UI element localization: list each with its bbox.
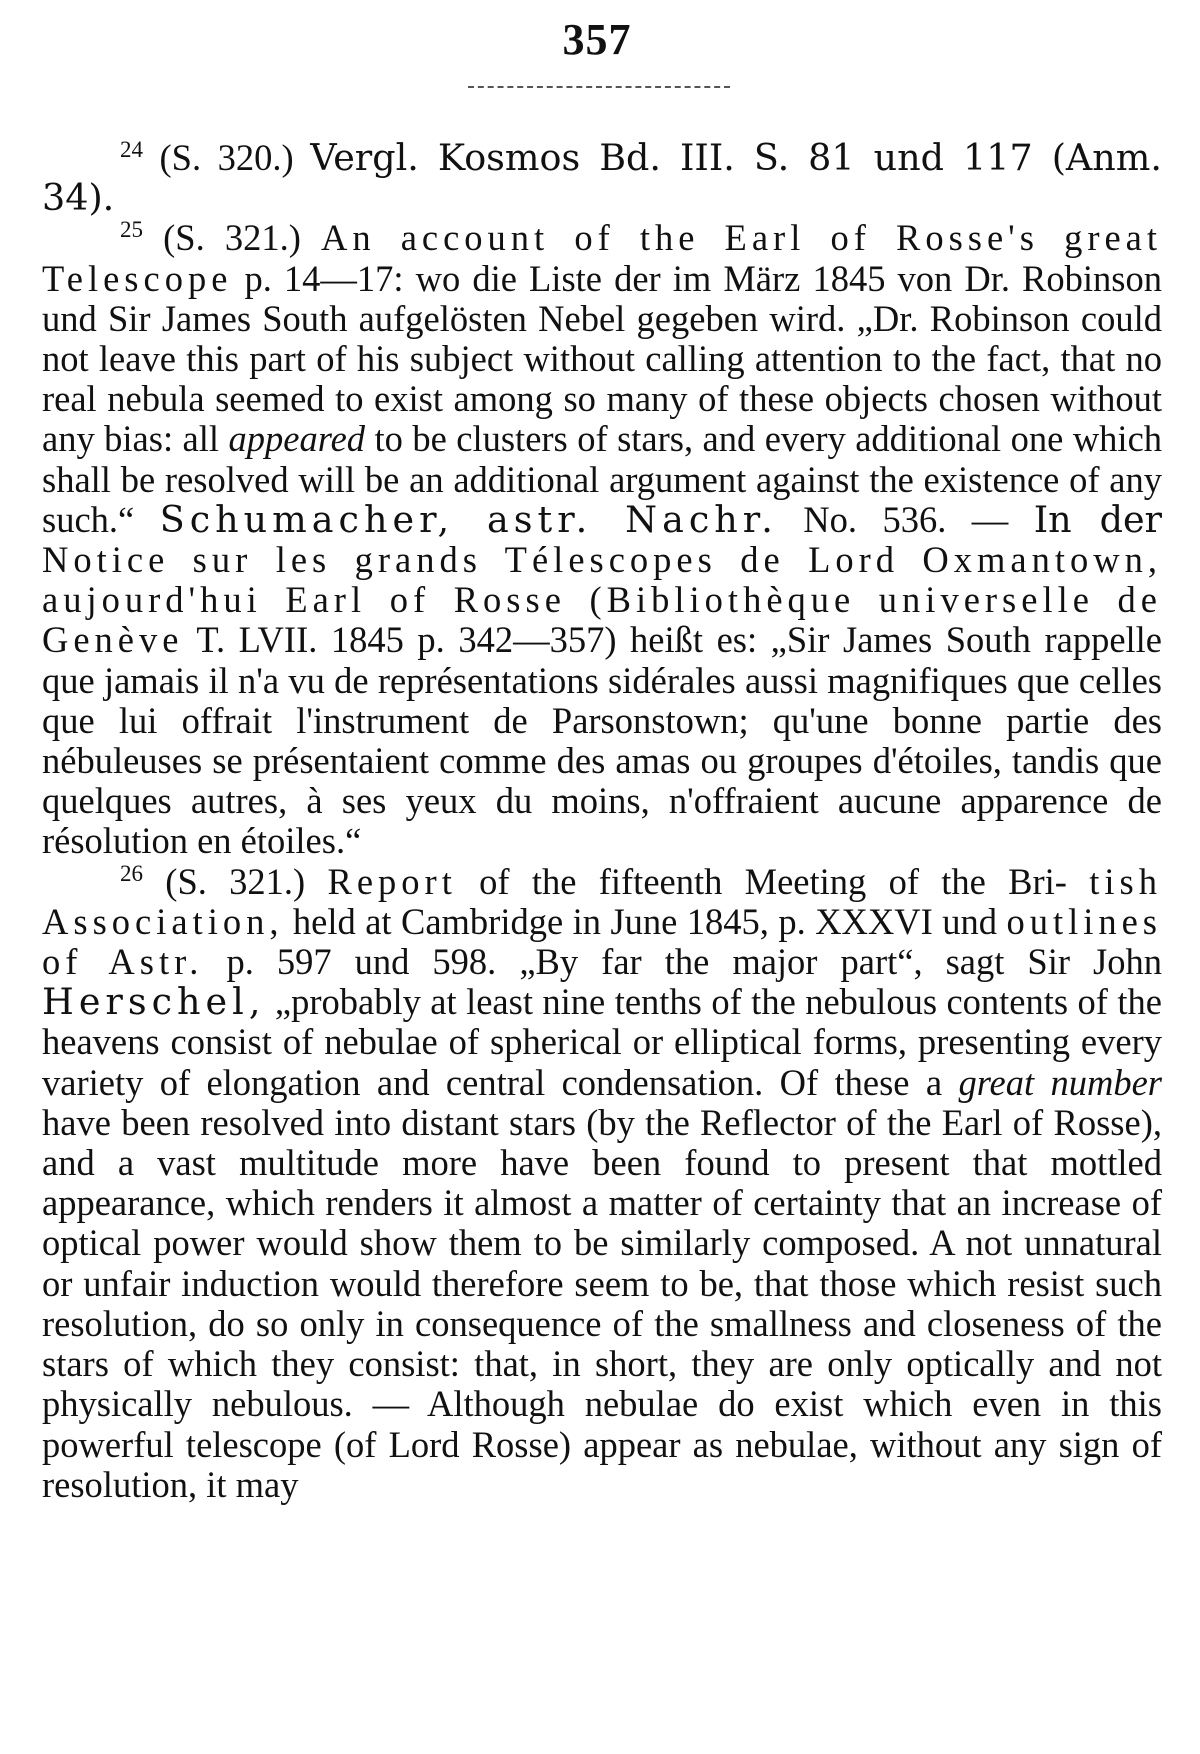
page-number: 357 bbox=[562, 15, 632, 64]
footnote-ref: (S. 321.) bbox=[163, 217, 301, 259]
cited-title: Notice sur les grands Télescopes de Lord Oxmantown, aujourd'hui Earl of Rosse (Bibliothèque universelle de Genève bbox=[42, 539, 1162, 661]
footnote-marker: 25 bbox=[120, 217, 143, 243]
emphasis-text: great number bbox=[958, 1061, 1162, 1103]
footnote-text: to be clusters of stars, and every additional one which shall be resolved will be an additional argument against the existence of any such.“ bbox=[42, 418, 1163, 540]
cited-source: Schumacher, astr. Nachr. bbox=[159, 497, 778, 541]
cited-title: An account of the Earl of Rosse's great Telescope bbox=[42, 217, 1163, 299]
cited-title: tish Association, bbox=[42, 860, 1163, 942]
footnote-text: held at Cambridge in June 1845, p. XXXVI und bbox=[292, 900, 997, 942]
footnote-text: Vergl. Kosmos Bd. III. S. 81 und 117 (Anm. 34). bbox=[42, 136, 1163, 220]
footnote-text: No. 536. — bbox=[803, 498, 1009, 540]
header-rule bbox=[468, 86, 730, 88]
cited-title: outlines of Astr. bbox=[42, 900, 1163, 983]
footnote-text: p. 14—17: wo die Liste der im März 1845 von Dr. Robinson und Sir James South aufgelösten Nebel gegeben wird. „Dr. Robinson could not leave this part of his subject without calling attention to the fact, that no real nebula seemed to exist among so many of these objects chosen without any bias: all bbox=[42, 257, 1162, 460]
cited-title: Report bbox=[327, 860, 457, 902]
footnote-ref: (S. 321.) bbox=[165, 860, 306, 902]
cited-author: Herschel, bbox=[42, 980, 266, 1024]
footnotes-block bbox=[42, 138, 1162, 1505]
footnote-ref: (S. 320.) bbox=[159, 137, 294, 178]
footnote-text: In der bbox=[1033, 497, 1163, 541]
footnote-marker: 24 bbox=[120, 136, 143, 162]
footnote-24 bbox=[42, 138, 1162, 218]
footnote-25 bbox=[42, 218, 1162, 861]
footnote-text: p. 597 und 598. „By far the major part“, sagt Sir John bbox=[226, 941, 1163, 983]
footnote-text: have been resolved into distant stars (by the Reflector of the Earl of Rosse), and a vast multitude more have been found to present that mottled appearance, which renders it almost a matter of certainty that an increase of optical power would show them to be similarly composed. A not unnatural or unfair induction would therefore seem to be, that those which resist such resolution, do so only in consequence of the smallness and closeness of the stars of which they consist: that, in short, they are only optically and not physically nebulous. — Although nebulae do exist which even in this powerful telescope (of Lord Rosse) appear as nebulae, without any sign of resolution, it may bbox=[42, 1101, 1162, 1505]
footnote-marker: 26 bbox=[120, 860, 143, 886]
emphasis-text: appeared bbox=[228, 418, 366, 460]
footnote-text: T. LVII. 1845 p. 342—357) heißt es: „Sir James South rappelle que jamais il n'a vu de représentations sidérales aussi magnifiques que celles que lui offrait l'instrument de Parsonstown; qu'une bonne partie des nébuleuses se présentaient comme des amas ou groupes d'étoiles, tandis que quelques autres, à ses yeux du moins, n'offraient aucune apparence de résolution en étoiles.“ bbox=[42, 619, 1163, 862]
footnote-text: of the fifteenth Meeting of the Bri- bbox=[479, 860, 1067, 902]
footnote-text: „probably at least nine tenths of the nebulous contents of the heavens consist of nebulae of spherical or elliptical forms, presenting every variety of elongation and central condensation. Of these a bbox=[42, 981, 1162, 1103]
footnote-26 bbox=[42, 862, 1162, 1505]
